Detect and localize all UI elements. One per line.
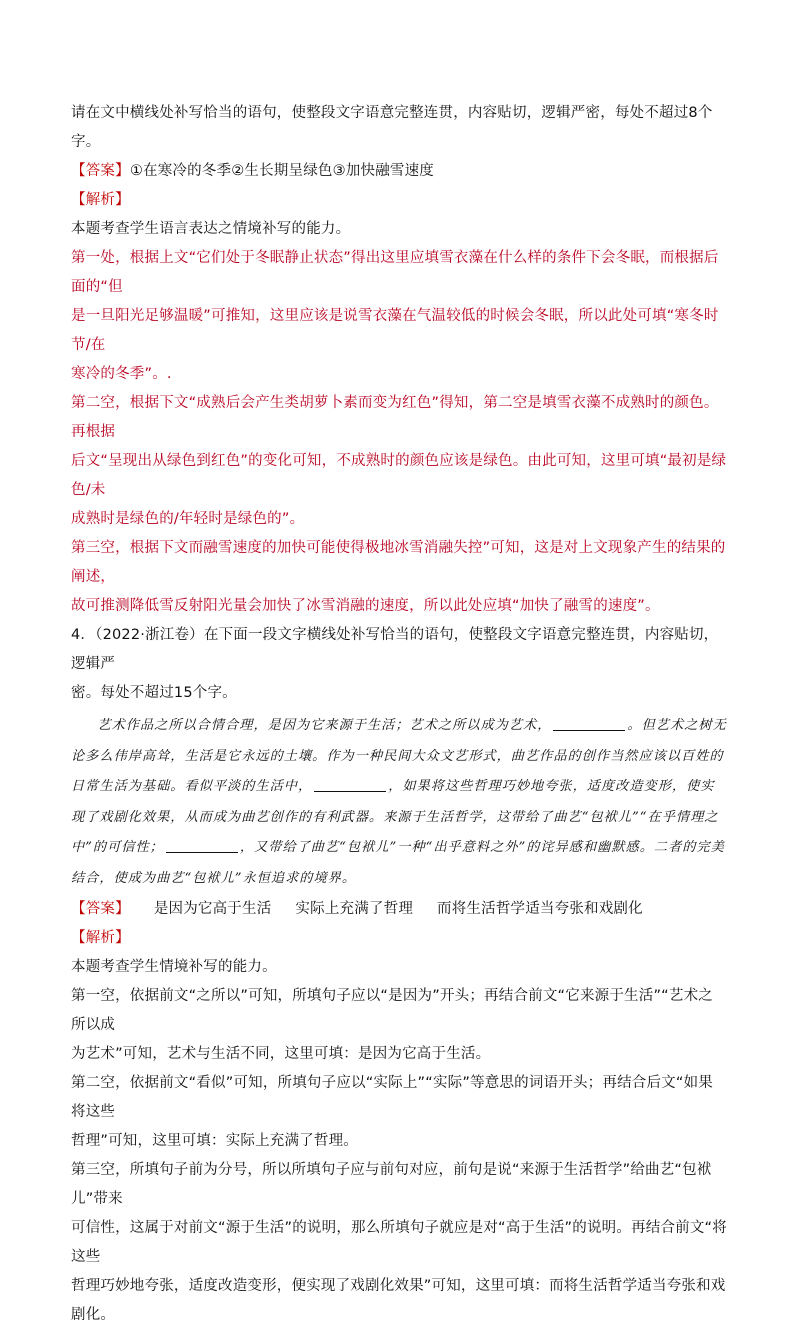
- analysis-line: 第一处，根据上文“它们处于冬眠静止状态”得出这里应填雪衣藻在什么样的条件下会冬眠，而根据后面的“但: [71, 250, 719, 295]
- analysis-line: 是一旦阳光足够温暖”可推知，这里应该是说雪衣藻在气温较低的时候会冬眠，所以此处可填“寒冬时节/在: [71, 308, 719, 353]
- q4-heading-line: 密。每处不超过15个字。: [71, 685, 237, 701]
- passage-part: 艺术作品之所以合情合理，是因为它来源于生活；艺术之所以成为艺术，: [97, 718, 552, 733]
- answer-tag: 【答案】: [71, 163, 130, 179]
- analysis-line: 第三空，所填句子前为分号，所以所填句子应与前句对应，前句是说“来源于生活哲学”给曲艺“包袱儿”带来: [71, 1162, 712, 1207]
- analysis-line: 第二空，依据前文“看似”可知，所填句子应以“实际上”“实际”等意思的词语开头；再结合后文“如果将这些: [71, 1075, 713, 1120]
- q3-answer: [71, 157, 727, 186]
- analysis-line: 为艺术”可知，艺术与生活不同，这里可填：是因为它高于生活。: [71, 1046, 491, 1062]
- passage-part: ，如果将这些哲理巧妙地夸张，适度改造变形，使实现了戏剧化效果，从而成为曲艺创作的有利武器。来源于生活哲学，这带给了曲艺“包袱儿”“在乎情理之中”的可信性；: [71, 779, 719, 855]
- passage-part: 。但艺术之树无论多么伟岸高耸，生活是它永远的土壤。作为一种民间大众文艺形式，曲艺作品的创作当然应该以百姓的日常生活为基础。看似平淡的生活中，: [71, 718, 727, 794]
- answer-blank-1: [553, 716, 625, 731]
- q4-answer: [71, 895, 727, 924]
- analysis-line: 后文“呈现出从绿色到红色”的变化可知，不成熟时的颜色应该是绿色。由此可知，这里可填“最初是绿色/未: [71, 453, 727, 498]
- answer-item: 实际上充满了哲理: [295, 901, 414, 917]
- answer-blank-3: [166, 838, 238, 853]
- answer-item: 是因为它高于生活: [153, 901, 272, 917]
- analysis-line: 可信性，这属于对前文“源于生活”的说明，那么所填句子就应是对“高于生活”的说明。再结合前文“将这些: [71, 1220, 727, 1265]
- analysis-tag: 【解析】: [71, 192, 130, 208]
- analysis-line: 哲理”可知，这里可填：实际上充满了哲理。: [71, 1133, 359, 1149]
- analysis-line: 第一空，依据前文“之所以”可知，所填句子应以“是因为”开头；再结合前文“它来源于生活”“艺术之所以成: [71, 988, 713, 1033]
- answer-tag: 【答案】: [71, 901, 130, 917]
- analysis-tag: 【解析】: [71, 930, 130, 946]
- analysis-line: 寒冷的冬季”。.: [71, 366, 172, 382]
- document-content: [71, 99, 727, 1330]
- analysis-line: 第二空，根据下文“成熟后会产生类胡萝卜素而变为红色”得知，第二空是填雪衣藻不成熟时的颜色。再根据: [71, 395, 719, 440]
- analysis-line: 本题考查学生语言表达之情境补写的能力。: [71, 221, 351, 237]
- analysis-line: 本题考查学生情境补写的能力。: [71, 959, 277, 975]
- analysis-line: 故可推测降低雪反射阳光量会加快了冰雪消融的速度，所以此处应填“加快了融雪的速度”。: [71, 598, 660, 614]
- answer-item: 而将生活哲学适当夸张和戏剧化: [437, 901, 643, 917]
- answer-blank-2: [314, 777, 386, 792]
- passage-part: ，又带给了曲艺“包袱儿”一种“出乎意料之外”的诧异感和幽默感。二者的完美结合，使成为曲艺“包袱儿”永恒追求的境界。: [71, 840, 725, 886]
- analysis-line: 第三空，根据下文而融雪速度的加快可能使得极地冰雪消融失控”可知，这是对上文现象产生的结果的阐述，: [71, 540, 726, 585]
- answer-text: ①在寒冷的冬季②生长期呈绿色③加快融雪速度: [129, 163, 435, 179]
- analysis-line: 成熟时是绿色的/年轻时是绿色的”。: [71, 511, 305, 527]
- q3-instruction: 请在文中横线处补写恰当的语句，使整段文字语意完整连贯，内容贴切，逻辑严密，每处不超过8个字。: [71, 105, 713, 150]
- q4-passage: [71, 711, 727, 894]
- q4-heading-line: 4．（2022·浙江卷）在下面一段文字横线处补写恰当的语句，使整段文字语意完整连贯，内容贴切，逻辑严: [71, 627, 719, 672]
- analysis-line: 哲理巧妙地夸张，适度改造变形，便实现了戏剧化效果”可知，这里可填：而将生活哲学适当夸张和戏剧化。: [71, 1278, 726, 1323]
